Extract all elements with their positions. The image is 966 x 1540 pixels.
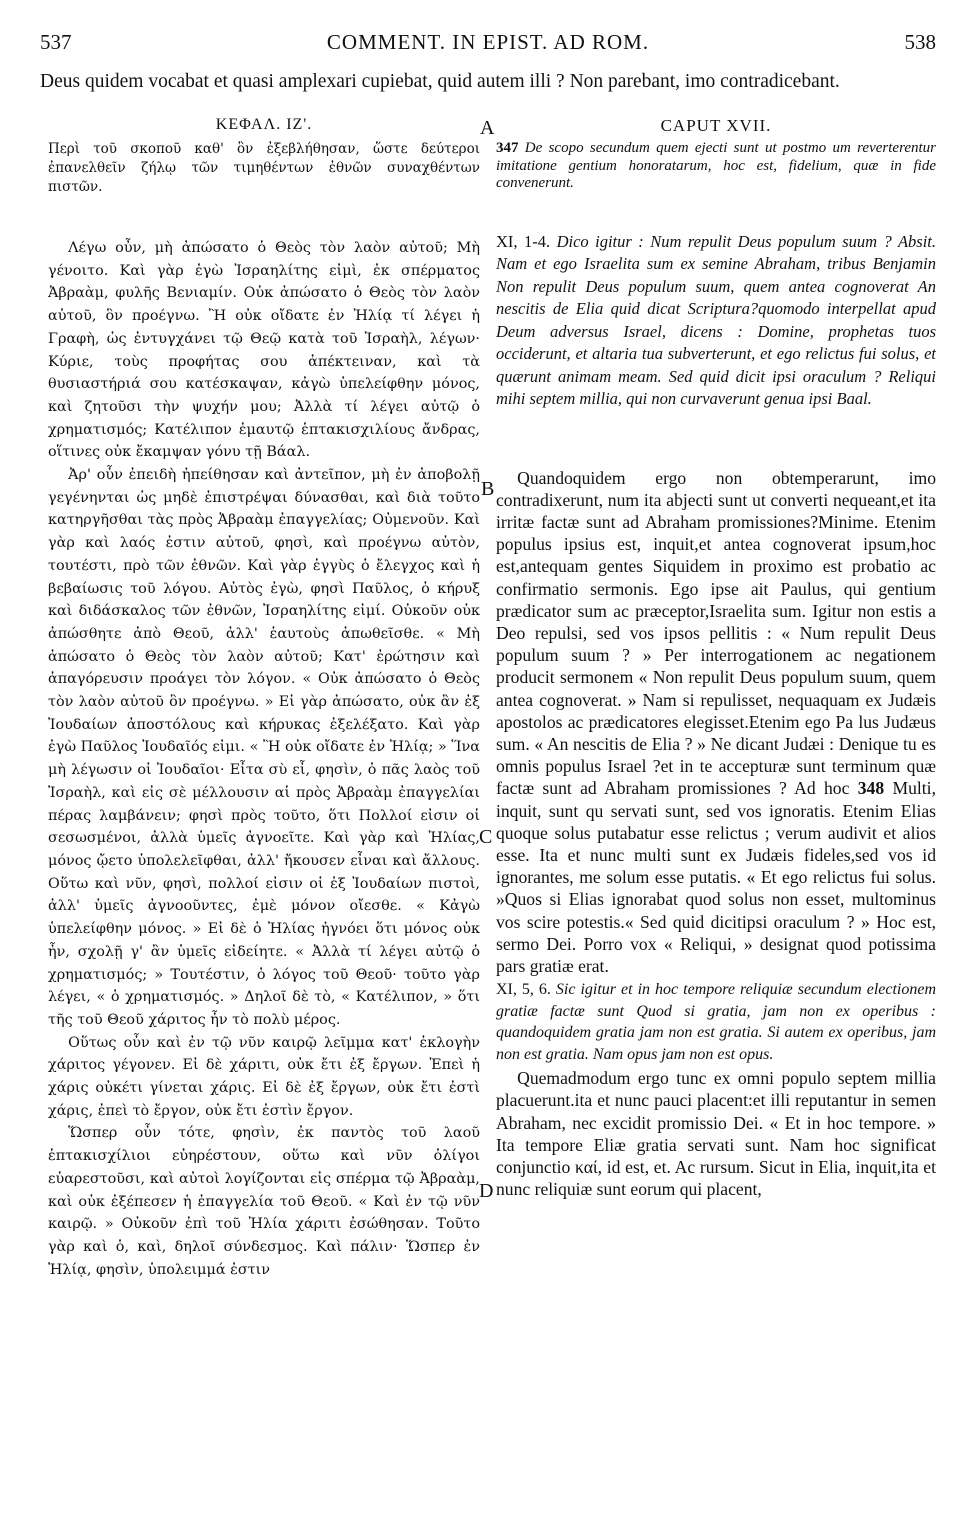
latin-paragraph-text: Multi, inquit, sunt qu servati sunt, sed vos ignoratis. Etenim Elias quoque solus putabatur esse relictus ; verum audivit et alios esse. Ita et nunc multi sunt ex Judæis fideles,sed vos id ignorantes, me solum esse putatis. « Et ego relictus fui solus. »Quos si Elias ignorabat quod solus non esset, multominus vos scire potestis.« Sed quid dicitipsi oraculum ? » Hoc est, sermo Dei. Porro vox « Reliqui, » designat quod potissima pars gratiæ erat. <box>496 778 936 976</box>
running-header <box>40 30 936 58</box>
page-number-left: 537 <box>40 30 72 54</box>
greek-paragraph: Ὥσπερ οὖν τότε, φησὶν, ἐκ παντὸς τοῦ λαοῦ ἑπτακισχίλιοι εὐηρέστουν, οὕτω καὶ νῦν ὀλίγοι εὐαρεστοῦσι, καὶ αὐτοὶ λογίζονται εἰς σπέρμα τῷ Ἀβραὰμ, καὶ οὐκ ἐξέπεσεν ἡ ἐπαγγελία τοῦ Θεοῦ. « Καὶ ἐν τῷ νῦν καιρῷ. » Οὐκοῦν ἐπὶ τοῦ Ἠλία χάριτι ἐσώθησαν. Τοῦτο γὰρ καὶ ὁ, καὶ, δηλοῖ σύνδεσμος. Καὶ πάλιν· Ὥσπερ ἐν Ἠλίᾳ, φησὶν, ὑπολειμμά ἐστιν <box>48 1125 480 1278</box>
verse-reference: XI, 1-4. <box>496 231 551 251</box>
column-number: 347 <box>496 140 519 156</box>
greek-paragraph: Οὕτως οὖν καὶ ἐν τῷ νῦν καιρῷ λεῖμμα κατ' ἐκλογὴν χάριτος γέγονεν. Εἰ δὲ χάριτι, οὐκ ἔτι ἐξ ἔργων. Ἐπεὶ ἡ χάρις οὐκέτι γίνεται χάρις. Εἰ δὲ ἐξ ἔργων, οὐκ ἔτι ἐστὶ χάρις, ἐπεὶ τὸ ἔργον, οὐκ ἔτι ἐστὶν ἔργον. <box>48 1034 480 1119</box>
latin-paragraph-text: Quandoquidem ergo non obtemperarunt, imo contradixerunt, num ita abjecti sunt ut converti nequeant,et ita irritæ factæ sunt ad Abraham promissiones?Minime. Etenim populus ipsius est, inquit,et antea cognoverat ipsum,hoc est,antequam gentes Siquidem in proximo est probatio ac confirmatio sermonis. Ego ipse ait Paulus, qui gentium prædicator sum ac præceptor,Israelita sum. Igitur non estis a Deo repulsi, sed vos ipsos pellitis : « Num repulit Deus populum suum ? » Per interrogationem ac negationem producit sermonem « Non repulit Deus populum suum, quem antea cognoverat. » Nam si repulisset, nequaquam ex Judæis apostolos ac prædicatores elegisset.Etenim ego Pa lus Judæus sum. « An nescitis de Elia ? » Ne dicant Judæi : Denique tu es omnis populus Israel ?et in te accepturæ sunt terminum quæ factæ sunt ad Abraham promissiones ? Ad hoc <box>496 467 936 799</box>
latin-column <box>496 116 936 1200</box>
margin-letter-c: C <box>479 826 493 848</box>
latin-verse <box>496 231 936 411</box>
margin-letter-d: D <box>479 1180 494 1202</box>
page-number-right: 538 <box>904 30 936 54</box>
latin-verse-text: Sic igitur et in hoc tempore reliquiæ secundum electionem gratiæ factæ sunt Quod si gratia, jam non ex operibus : quandoquidem gratia jam non est gratia. Si autem ex operibus, jam non est gratia. Nam opus jam non est opus. <box>496 981 936 1063</box>
greek-paragraph: Λέγω οὖν, μὴ ἀπώσατο ὁ Θεὸς τὸν λαὸν αὐτοῦ; Μὴ γένοιτο. Καὶ γὰρ ἐγὼ Ἰσραηλίτης εἰμὶ, ἐκ σπέρματος Ἀβραὰμ, φυλῆς Βενιαμίν. Οὐκ ἀπώσατο ὁ Θεὸς τὸν λαὸν αὐτοῦ, ὃν προέγνω. Ἢ οὐκ οἴδατε ἐν Ἠλίᾳ τί λέγει ἡ Γραφὴ, ὡς ἐντυγχάνει τῷ Θεῷ κατὰ τοῦ Ἰσραὴλ, λέγων· Κύριε, τοὺς προφήτας σου ἀπέκτειναν, καὶ τὰ θυσιαστήριά σου κατέσκαψαν, κἀγὼ ὑπελείφθην μόνος, καὶ ζητοῦσι τὴν ψυχήν μου; Ἀλλὰ τί λέγει αὐτῷ ὁ χρηματισμός; Κατέλιπον ἐμαυτῷ ἑπτακισχιλίους ἄνδρας, οἵτινες οὐκ ἔκαμψαν γόνυ τῇ Βάαλ. <box>48 240 480 461</box>
latin-verse-text: Dico igitur : Num repulit Deus populum suum ? Absit. Nam et ego Israelita sum ex semine Abraham, tribus Benjamin Non repulit Deus populum suum, quem antea cognoverat An nescitis de Elia quid dicat Scriptura?quomodo interpellat apud Deum adversus Israel, dicens : Domine, prophetas tuos occiderunt, et altaria tua subverterunt, et ego relictus fui solus, et quærunt animam meam. Sed quid dicit ipsi oraculum ? Reliqui mihi septem millia, qui non curvaverunt genua ipsi Baal. <box>496 231 936 408</box>
greek-paragraph: Ἀρ' οὖν ἐπειδὴ ἠπείθησαν καὶ ἀντεῖπον, μὴ ἐν ἀποβολῇ γεγένηνται ὡς μηδὲ ἐπιστρέψαι δύνασθαι, καὶ διὰ τοῦτο κατηργῆσθαι τὰς πρὸς Ἀβραὰμ ἐπαγγελίας; Οὐμενοῦν. Καὶ γὰρ καὶ λαός ἐστιν αὐτοῦ, φησὶ, καὶ προέγνω αὐτὸν, τουτέστι, πρὸ τῶν ἐθνῶν. Καὶ γὰρ ἐγγὺς ὁ ἔλεγχος καὶ ἡ βεβαίωσις τοῦ λόγου. Αὐτὸς ἐγὼ, φησὶ Παῦλος, ὁ κήρυξ καὶ διδάσκαλος τῶν ἐθνῶν, Ἰσραηλίτης εἰμί. Οὐκοῦν οὐκ ἀπώσθητε ἀπὸ Θεοῦ, ἀλλ' ἑαυτοὺς ἀπωθεῖσθε. « Μὴ ἀπώσατο ὁ Θεὸς τὸν λαὸν αὐτοῦ; Κατ' ἐρώτησιν καὶ ἀπαγόρευσιν προάγει τὸν λόγον. « Οὐκ ἀπώσατο ὁ Θεὸς τὸν λαὸν αὐτοῦ ὃν προέγνω. » Εἰ γὰρ ἀπώσατο, οὐκ ἂν ἐξ Ἰουδαίων ἀποστόλους καὶ κήρυκας ἐξελέξατο. Καὶ γὰρ ἐγὼ Παῦλος Ἰουδαῖός εἰμι. « Ἢ οὐκ οἴδατε ἐν Ἠλίᾳ; » Ἵνα μὴ λέγωσιν οἱ Ἰουδαῖοι· Εἶτα σὺ εἶ, φησὶν, ὁ πᾶς λαὸς τοῦ Ἰσραὴλ, καὶ εἰς σὲ μέλλουσιν αἱ πρὸς Ἀβραὰμ ἐπαγγελίαι πέρας λαμβάνειν; φησὶ πρὸς τοῦτο, ὅτι Πολλοί εἰσιν οἱ σεσωσμένοι, ἀλλὰ ὑμεῖς ἀγνοεῖτε. Καὶ γὰρ καὶ Ἠλίας, μόνος ᾤετο ὑπολελεῖφθαι, ἀλλ' ἤκουσεν εἶναι καὶ ἄλλους. Οὕτω καὶ νῦν, φησὶ, πολλοί εἰσιν οἱ ἐξ Ἰουδαίων πιστοὶ, ἀλλ' ὑμεῖς ἀγνοοῦντες, ἐμὲ μόνον οἴεσθε. « Κἀγὼ ὑπελείφθην μόνος. » Εἰ δὲ ὁ Ἠλίας ἠγνόει ὅτι μόνος οὐκ ἦν, σχολῇ γ' ἂν ὑμεῖς εἰδείητε. « Ἀλλὰ τί λέγει αὐτῷ ὁ χρηματισμός; » Τουτέστιν, ὁ λόγος τοῦ Θεοῦ· τοῦτο γὰρ λέγει, « ὁ χρηματισμός. » Δηλοῖ δὲ τὸ, « Κατέλιπον, » ὅτι τῆς τοῦ Θεοῦ χάριτος ἦν τὸ πολὺ μέρος. <box>48 467 480 1028</box>
column-number: 348 <box>857 778 885 799</box>
verse-reference: XI, 5, 6. <box>496 981 551 999</box>
greek-column <box>48 116 480 1281</box>
running-title: COMMENT. IN EPIST. AD ROM. <box>326 30 650 54</box>
greek-summary: Περὶ τοῦ σκοποῦ καθ' ὃν ἐξεβλήθησαν, ὥστε δεύτεροι ἐπανελθεῖν ζήλῳ τῶν τιμηθέντων ἐθνῶν συναχθέντων πιστῶν. <box>48 141 480 195</box>
latin-chapter-heading: CAPUT XVII. <box>660 116 772 135</box>
intro-paragraph: Deus quidem vocabat et quasi amplexari cupiebat, quid autem illi ? Non parebant, imo contradicebant. <box>40 71 840 92</box>
margin-letter-a: A <box>480 117 495 139</box>
latin-verse <box>496 979 936 1065</box>
latin-summary-text: De scopo secundum quem ejecti sunt ut postmo um reverterentur imitatione gentium honoratarum, hoc est, fidelium, quæ in fide convenerunt. <box>496 140 936 191</box>
margin-letter-b: B <box>481 478 495 500</box>
latin-paragraph: Quemadmodum ergo tunc ex omni populo septem millia placuerunt.ita et nunc pauci placent:et illi reputantur in semen Abraham, nec excidit promissio Dei. « Et in hoc tempore. » Ita tempore Eliæ gratia servati sunt. Nam hoc significat conjunctio καί, id est, et. Ac rursum. Sicut in Elia, inquit,ita et nunc reliquiæ sunt eorum qui placent, <box>496 1068 936 1200</box>
greek-chapter-heading: ΚΕΦΑΛ. ΙΖ'. <box>215 116 313 133</box>
latin-paragraph <box>496 467 936 978</box>
latin-summary <box>496 140 936 193</box>
